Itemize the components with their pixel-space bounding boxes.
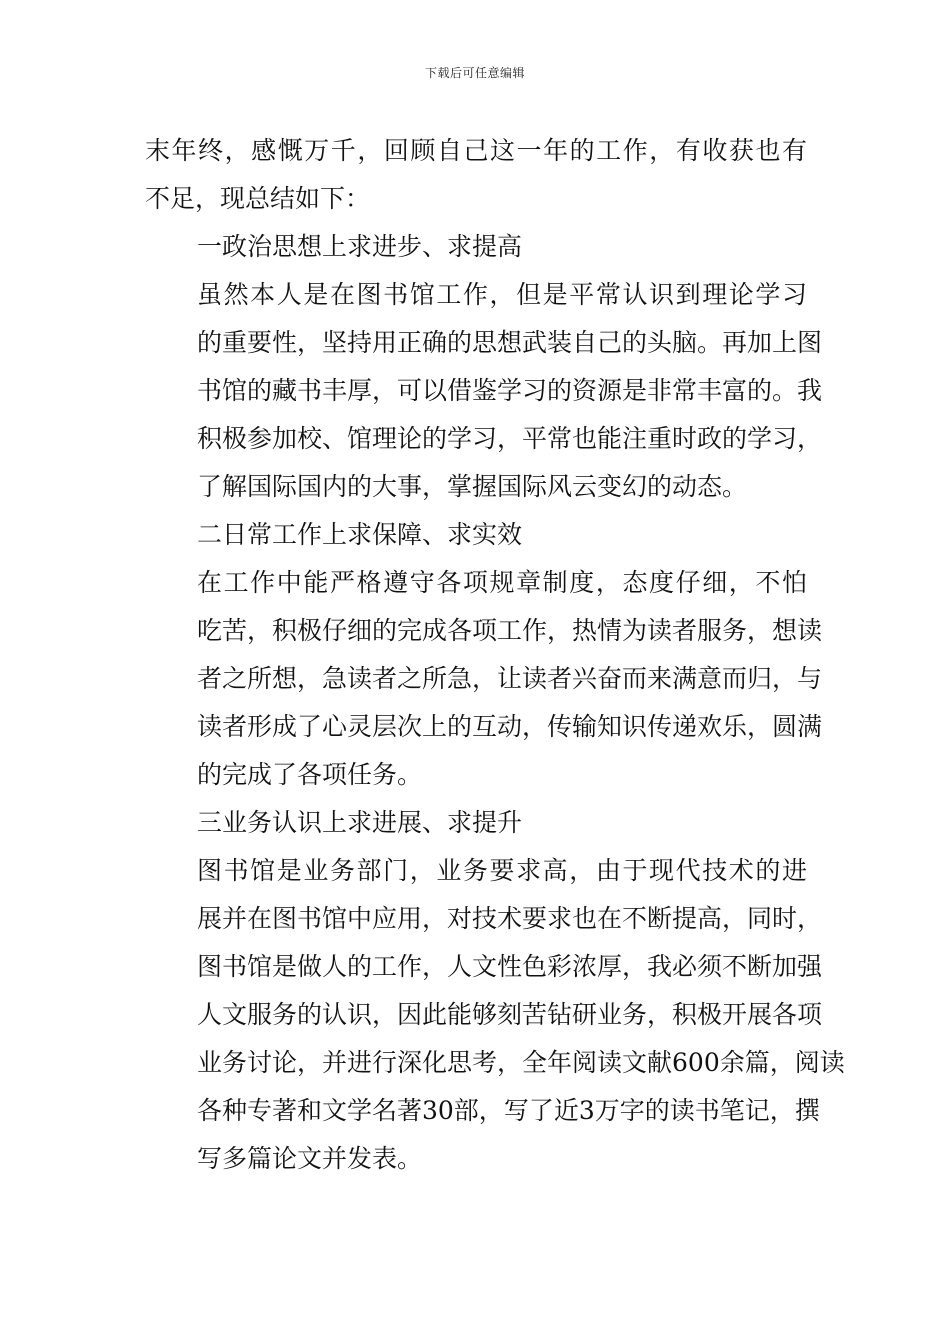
text-line: 二日常工作上求保障、求实效: [197, 520, 523, 549]
text-line: 吃苦，积极仔细的完成各项工作，热情为读者服务，想读: [197, 616, 823, 645]
text-line: 图书馆是业务部门，业务要求高，由于现代技术的进: [197, 856, 807, 885]
text-line: 在工作中能严格遵守各项规章制度，态度仔细，不怕: [197, 568, 807, 597]
section-heading-1: [145, 223, 807, 271]
text-line: 各种专著和文学名著30部，写了近3万字的读书笔记，撰: [197, 1096, 820, 1125]
text-line: 图书馆是做人的工作，人文性色彩浓厚，我必须不断加强: [197, 952, 823, 981]
paragraph-intro: [145, 127, 807, 223]
text-line: 三业务认识上求进展、求提升: [197, 808, 523, 837]
section-heading-3: [145, 799, 807, 847]
text-line: 不足，现总结如下：: [145, 184, 371, 213]
text-line: 书馆的藏书丰厚，可以借鉴学习的资源是非常丰富的。我: [197, 376, 823, 405]
text-line: 业务讨论，并进行深化思考，全年阅读文献600余篇，阅读: [197, 1048, 845, 1077]
text-line: 写多篇论文并发表。: [197, 1144, 423, 1173]
text-line: 的完成了各项任务。: [197, 760, 423, 789]
text-line: 末年终，感慨万千，回顾自己这一年的工作，有收获也有: [145, 136, 807, 165]
paragraph-section-2: [145, 559, 823, 799]
text-line: 了解国际国内的大事，掌握国际风云变幻的动态。: [197, 472, 748, 501]
page-header: 下载后可任意编辑: [424, 66, 525, 80]
section-heading-2: [145, 511, 807, 559]
text-line: 虽然本人是在图书馆工作，但是平常认识到理论学习: [197, 280, 807, 309]
text-line: 积极参加校、馆理论的学习，平常也能注重时政的学习，: [197, 424, 823, 453]
text-line: 读者形成了心灵层次上的互动，传输知识传递欢乐，圆满: [197, 712, 823, 741]
document-body: [145, 127, 845, 1183]
paragraph-section-3: [145, 847, 845, 1183]
text-line: 的重要性，坚持用正确的思想武装自己的头脑。再加上图: [197, 328, 823, 357]
text-line: 一政治思想上求进步、求提高: [197, 232, 523, 261]
paragraph-section-1: [145, 271, 823, 511]
text-line: 展并在图书馆中应用，对技术要求也在不断提高，同时，: [197, 904, 823, 933]
text-line: 人文服务的认识，因此能够刻苦钻研业务，积极开展各项: [197, 1000, 823, 1029]
text-line: 者之所想，急读者之所急，让读者兴奋而来满意而归，与: [197, 664, 823, 693]
